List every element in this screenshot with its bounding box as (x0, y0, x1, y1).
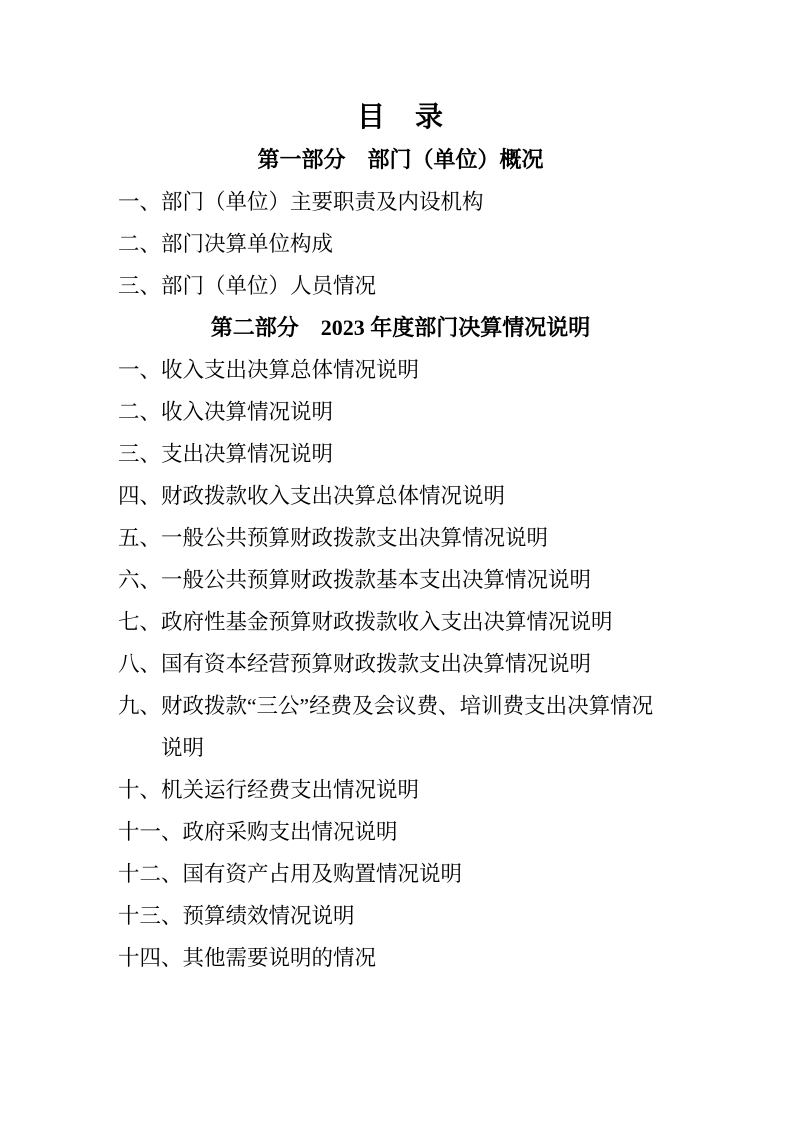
section-2-heading: 第二部分 2023 年度部门决算情况说明 (210, 315, 591, 340)
toc-item: 一、收入支出决算总体情况说明 (118, 358, 420, 382)
toc-item: 十二、国有资产占用及购置情况说明 (118, 862, 463, 886)
toc-content (118, 97, 683, 979)
toc-item: 六、一般公共预算财政拨款基本支出决算情况说明 (118, 568, 592, 592)
toc-item: 九、财政拨款“三公”经费及会议费、培训费支出决算情况 (118, 694, 654, 718)
section-1-heading: 第一部分 部门（单位）概况 (257, 147, 544, 172)
toc-item: 十、机关运行经费支出情况说明 (118, 778, 420, 802)
toc-item: 五、一般公共预算财政拨款支出决算情况说明 (118, 526, 549, 550)
toc-item: 二、部门决算单位构成 (118, 232, 334, 256)
toc-item: 十三、预算绩效情况说明 (118, 904, 355, 928)
toc-item: 二、收入决算情况说明 (118, 400, 334, 424)
toc-item: 十四、其他需要说明的情况 (118, 946, 377, 970)
toc-title: 目 录 (356, 102, 444, 133)
toc-item: 十一、政府采购支出情况说明 (118, 820, 398, 844)
toc-item: 一、部门（单位）主要职责及内设机构 (118, 190, 484, 214)
toc-item: 四、财政拨款收入支出决算总体情况说明 (118, 484, 506, 508)
toc-item: 三、支出决算情况说明 (118, 442, 334, 466)
toc-item: 七、政府性基金预算财政拨款收入支出决算情况说明 (118, 610, 613, 634)
toc-item-continuation: 说明 (161, 736, 205, 760)
toc-item: 八、国有资本经营预算财政拨款支出决算情况说明 (118, 652, 592, 676)
toc-item: 三、部门（单位）人员情况 (118, 274, 377, 298)
